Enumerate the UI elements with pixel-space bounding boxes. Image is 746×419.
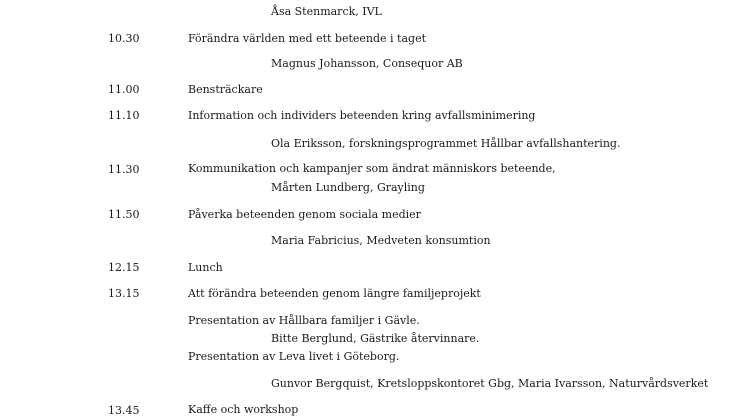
time-slot: 10.30 — [108, 32, 140, 45]
session-title: Kaffe och workshop — [188, 403, 299, 416]
sub-presentation: Presentation av Leva livet i Göteborg. — [188, 350, 400, 363]
session-title: Information och individers beteenden kring avfallsminimering — [188, 109, 536, 122]
speaker-line: Magnus Johansson, Consequor AB — [271, 57, 463, 70]
time-slot: 13.15 — [108, 287, 140, 300]
session-title: Kommunikation och kampanjer som ändrat människors beteende, — [188, 162, 556, 175]
time-slot: 11.00 — [108, 83, 140, 96]
time-slot: 11.50 — [108, 208, 140, 221]
sub-presentation: Presentation av Hållbara familjer i Gävle. — [188, 314, 420, 327]
session-title: Påverka beteenden genom sociala medier — [188, 208, 421, 221]
speaker-line: Gunvor Bergquist, Kretsloppskontoret Gbg, Maria Ivarsson, Naturvårdsverket — [271, 377, 709, 390]
time-slot: 12.15 — [108, 261, 140, 274]
speaker-line: Mårten Lundberg, Grayling — [271, 181, 425, 194]
speaker-line: Maria Fabricius, Medveten konsumtion — [271, 234, 491, 247]
session-title: Bensträckare — [188, 83, 263, 96]
session-title: Lunch — [188, 261, 223, 274]
time-slot: 13.45 — [108, 404, 140, 417]
session-title: Att förändra beteenden genom längre familjeprojekt — [188, 287, 481, 300]
speaker-line: Åsa Stenmarck, IVL — [271, 5, 382, 18]
speaker-line: Ola Eriksson, forskningsprogrammet Hållbar avfallshantering. — [271, 137, 621, 150]
time-slot: 11.30 — [108, 163, 140, 176]
time-slot: 11.10 — [108, 109, 140, 122]
session-title: Förändra världen med ett beteende i taget — [188, 32, 427, 45]
speaker-line: Bitte Berglund, Gästrike återvinnare. — [271, 332, 480, 345]
